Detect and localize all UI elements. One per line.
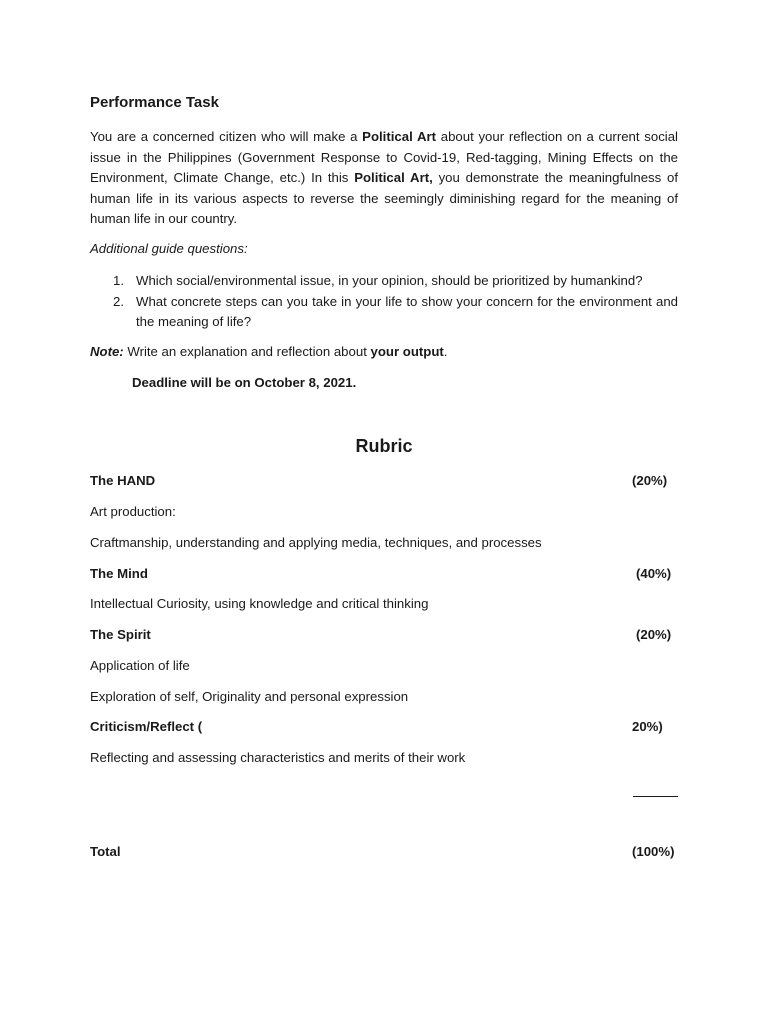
list-item-number: 1. [113,273,124,288]
rubric-art-production: Art production: [90,504,176,519]
guide-question-list [90,271,678,333]
intro-text-1: You are a concerned citizen who will make a [90,129,363,144]
rubric-hand-label: The HAND [90,473,156,488]
note-end: . [443,344,448,359]
intro-bold-1: Political Art [362,129,437,144]
note-text: Write an explanation and reflection about [123,344,371,359]
rubric-craftsmanship: Craftmanship, understanding and applying media, techniques, and processes [90,535,542,550]
list-item-text: Which social/environmental issue, in your opinion, should be prioritized by humankind? [136,273,643,288]
rubric-mind-percent: (40%) [636,566,672,581]
intro-text-2: about your reflection on a current social issue in the Philippines (Government Response to Covid-19, Red-tagging, Mining Effects on the Environment, Climate Change, etc.) In this [90,129,678,185]
note-label: Note: [90,344,124,359]
rubric-intellectual: Intellectual Curiosity, using knowledge and critical thinking [90,596,429,611]
rubric-hand-percent: (20%) [632,473,668,488]
guide-heading: Additional guide questions: [90,241,248,256]
rubric-reflecting: Reflecting and assessing characteristics and merits of their work [90,750,466,765]
note-line [90,344,447,359]
page-title: Performance Task [90,94,219,111]
list-item-number: 2. [113,293,124,309]
note-bold: your output [370,344,444,359]
rubric-title: Rubric [355,436,413,456]
total-divider-line [633,796,678,797]
intro-paragraph [90,127,678,230]
deadline-text: Deadline will be on October 8, 2021. [132,375,357,390]
rubric-exploration: Exploration of self, Originality and personal expression [90,689,409,704]
list-item [90,271,678,292]
intro-bold-2: Political Art, [354,170,433,185]
intro-text-3: you demonstrate the meaningfulness of human life in its various aspects to reverse the seemingly diminishing regard for the meaning of human life in our country. [90,170,679,226]
list-item [90,292,678,333]
rubric-spirit-percent: (20%) [636,627,672,642]
list-item-text: What concrete steps can you take in your life to show your concern for the environment and the meaning of life? [136,293,678,329]
rubric-mind-label: The Mind [90,566,148,581]
rubric-criticism-label: Criticism/Reflect ( [90,719,203,734]
rubric-total-percent: (100%) [632,844,675,859]
rubric-application: Application of life [90,658,190,673]
rubric-spirit-label: The Spirit [90,627,151,642]
rubric-total-label: Total [90,844,121,859]
rubric-criticism-percent: 20%) [632,719,663,734]
